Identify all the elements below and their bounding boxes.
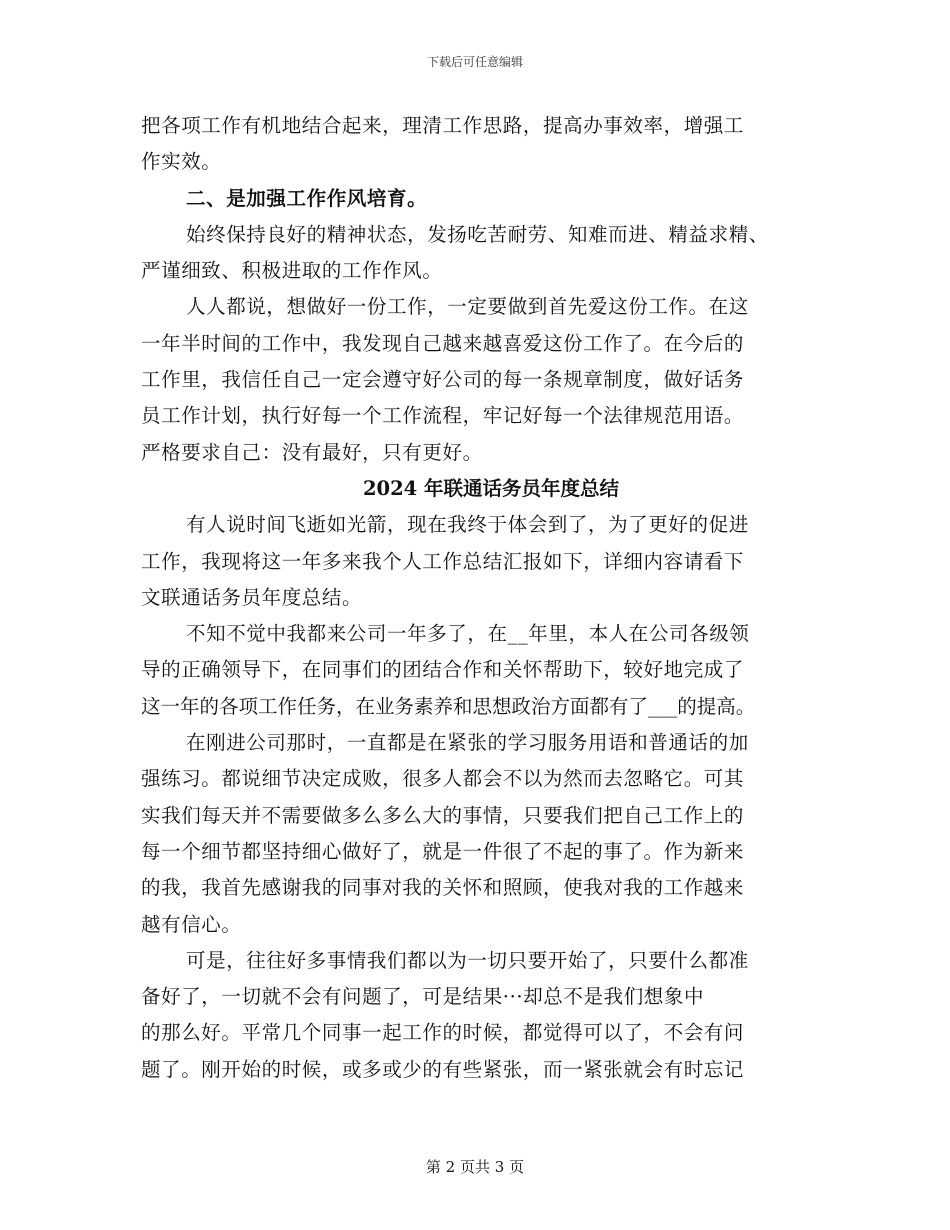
paragraph-line: 工作里，我信任自己一定会遵守好公司的每一条规章制度，做好话务 xyxy=(141,368,745,392)
paragraph-line: 这一年的各项工作任务，在业务素养和思想政治方面都有了___的提高。 xyxy=(141,694,756,718)
paragraph-line: 在刚进公司那时，一直都是在紧张的学习服务用语和普通话的加 xyxy=(186,731,749,755)
paragraph-line: 实我们每天并不需要做多么多么大的事情，只要我们把自己工作上的 xyxy=(141,803,745,827)
paragraph-line: 始终保持良好的精神状态，发扬吃苦耐劳、知难而进、精益求精、 xyxy=(186,222,769,246)
paragraph-line: 文联通话务员年度总结。 xyxy=(141,585,363,609)
page-header: 下载后可任意编辑 xyxy=(426,55,523,69)
paragraph-line: 严格要求自己：没有最好，只有更好。 xyxy=(141,440,483,464)
page-footer: 第 2 页共 3 页 xyxy=(425,1158,525,1176)
paragraph-line: 作实效。 xyxy=(141,150,222,174)
paragraph-line: 每一个细节都坚持细心做好了，就是一件很了不起的事了。作为新来 xyxy=(141,839,745,863)
paragraph-line: 把各项工作有机地结合起来，理清工作思路，提高办事效率，增强工 xyxy=(141,114,745,137)
paragraph-line: 的我，我首先感谢我的同事对我的关怀和照顾，使我对我的工作越来 xyxy=(141,876,745,900)
document-body xyxy=(141,108,811,1088)
section-heading: 二、是加强工作作风培育。 xyxy=(186,186,428,210)
paragraph-line: 的那么好。平常几个同事一起工作的时候，都觉得可以了，不会有问 xyxy=(141,1021,745,1045)
paragraph-line: 不知不觉中我都来公司一年多了，在__年里，本人在公司各级领 xyxy=(186,622,750,646)
paragraph-line: 工作，我现将这一年多来我个人工作总结汇报如下，详细内容请看下 xyxy=(141,549,745,573)
paragraph-line: 越有信心。 xyxy=(141,912,242,936)
paragraph-line: 可是，往往好多事情我们都以为一切只要开始了，只要什么都准 xyxy=(186,948,749,972)
document-title: 2024 年联通话务员年度总结 xyxy=(362,476,620,500)
paragraph-line: 人人都说，想做好一份工作，一定要做到首先爱这份工作。在这 xyxy=(186,295,749,319)
paragraph-line: 备好了，一切就不会有问题了，可是结果···却总不是我们想象中 xyxy=(141,985,705,1009)
paragraph-line: 强练习。都说细节决定成败，很多人都会不以为然而去忽略它。可其 xyxy=(141,767,745,791)
paragraph-line: 员工作计划，执行好每一个工作流程，牢记好每一个法律规范用语。 xyxy=(141,404,745,428)
paragraph-line: 一年半时间的工作中，我发现自己越来越喜爱这份工作了。在今后的 xyxy=(141,331,745,355)
paragraph-line: 导的正确领导下，在同事们的团结合作和关怀帮助下，较好地完成了 xyxy=(141,658,745,682)
paragraph-line: 严谨细致、积极进取的工作作风。 xyxy=(141,259,443,283)
paragraph-line: 有人说时间飞逝如光箭，现在我终于体会到了，为了更好的促进 xyxy=(186,513,749,537)
paragraph-line: 题了。刚开始的时候，或多或少的有些紧张，而一紧张就会有时忘记 xyxy=(141,1057,745,1081)
